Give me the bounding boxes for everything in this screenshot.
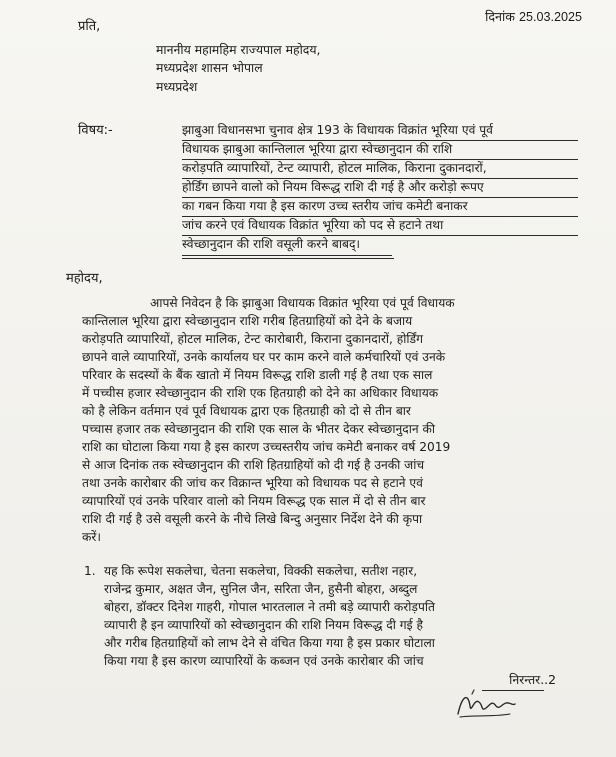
- date-value: 25.03.2025: [518, 10, 582, 24]
- body-line: को है लेकिन वर्तमान एवं पूर्व विधायक द्वारा एक हितग्राही को दो से तीन बार: [82, 404, 411, 418]
- subject-underline: [182, 159, 578, 160]
- subject-line: का गबन किया गया है इस कारण उच्च स्तरीय जांच कमेटी बनाकर: [182, 199, 468, 213]
- date: [485, 8, 582, 25]
- point-line: राजेन्द्र कुमार, अक्षत जैन, सुनिल जैन, सरिता जैन, हुसैनी बोहरा, अब्दुल: [104, 582, 418, 596]
- point-line: और गरीब हितग्राहियों को लाभ देने से वंचित किया गया है इस प्रकार घोटाला: [104, 636, 435, 650]
- point-line: किया गया है इस कारण व्यापारियों के कब्जन एवं उनके कारोबार की जांच: [104, 654, 424, 668]
- point-number: 1.: [84, 564, 96, 578]
- subject-underline: [182, 258, 394, 259]
- subject-line: स्वेच्छानुदान की राशि वसूली करने बाबद्।: [182, 237, 361, 251]
- continuation-mark: निरन्तर..2: [509, 672, 556, 687]
- body-line: पच्चास हजार तक स्वेच्छानुदान की राशि एक साल के भीतर देकर स्वेच्छानुदान की: [82, 422, 436, 436]
- body-line: में पच्चीस हजार स्वेच्छानुदान की राशि एक हितग्राही को देने का अधिकार विधायक: [82, 386, 439, 400]
- subject-underline: [182, 255, 392, 256]
- subject-line: झाबुआ विधानसभा चुनाव क्षेत्र 193 के विधायक विक्रांत भूरिया एवं पूर्व: [182, 123, 493, 137]
- body-line: छापने वाले व्यापारियों, उनके कार्यालय घर पर काम करने वाले कर्मचारियों एवं उनके: [82, 350, 446, 364]
- subject-underline: [182, 178, 578, 179]
- body-line: व्यापारियों एवं उनके परिवार वालो को नियम विरूद्ध एक साल में दो से तीन बार: [82, 494, 426, 508]
- subject-line: होर्डिंग छापने वालो को नियम विरूद्ध राशि दी गई है और करोड़ो रूपए: [182, 180, 484, 194]
- subject-underline: [182, 216, 578, 217]
- subject-label: विषय:-: [78, 123, 113, 138]
- body-line: से आज दिनांक तक स्वेच्छानुदान की राशि हितग्राहियों को दी गई है उनकी जांच: [82, 458, 425, 472]
- address-line: मध्यप्रदेश: [156, 79, 198, 94]
- body-line: राशि का घोटाला किया गया है इस कारण उच्चस्तरीय जांच कमेटी बनाकर वर्ष 2019: [82, 440, 451, 454]
- address-line: मध्यप्रदेश शासन भोपाल: [156, 60, 263, 75]
- point-line: बोहरा, डॉक्टर दिनेश गाहरी, गोपाल भारतलाल ने तमी बड़े व्यापारी करोड़पति: [104, 600, 435, 614]
- subject-underline: [182, 140, 578, 141]
- signature: [452, 684, 518, 724]
- subject-underline: [182, 197, 578, 198]
- body-line: तथा उनके कारोबार की जांच कर विक्रान्त भूरिया को विधायक पद से हटाने एवं: [82, 476, 423, 490]
- salutation: महोदय,: [66, 271, 103, 286]
- body-line: आपसे निवेदन है कि झाबुआ विधायक विक्रांत भूरिया एवं पूर्व विधायक: [150, 296, 455, 310]
- subject-line: करोड़पति व्यापारियों, टेन्ट व्यापारी, होटल मालिक, किराना दुकानदारों,: [182, 161, 487, 175]
- point-line: व्यापारी है इन व्यापारियों को स्वेच्छानुदान की राशि नियम विरूद्ध दी गई है: [104, 618, 424, 632]
- subject-line: विधायक झाबुआ कान्तिलाल भूरिया द्वारा स्वेच्छानुदान की राशि: [182, 142, 453, 156]
- body-line: परिवार के सदस्यों के बैंक खातो में नियम विरूद्ध राशि डाली गई है तथा एक साल: [82, 368, 433, 382]
- recipient-prefix: प्रति,: [78, 19, 101, 34]
- subject-line: जांच करने एवं विधायक विक्रांत भूरिया को पद से हटाने तथा: [182, 218, 444, 232]
- address-line: माननीय महामहिम राज्यपाल महोदय,: [156, 42, 321, 57]
- point-line: यह कि रूपेश सकलेचा, चेतना सकलेचा, विक्की सकलेचा, सतीश नहार,: [104, 564, 418, 578]
- body-line: राशि दी गई है उसे वसूली करने के नीचे लिखे बिन्दु अनुसार निर्देश देने की कृपा: [82, 512, 423, 526]
- body-line: करोड़पति व्यापारियों, होटल मालिक, टेन्ट कारोबारी, किराना दुकानदारों, होर्डिंग: [82, 332, 423, 346]
- body-line: करें।: [82, 530, 101, 544]
- body-line: कान्तिलाल भूरिया द्वारा स्वेच्छानुदान राशि गरीब हितग्राहियों को देने के बजाय: [82, 314, 413, 328]
- date-label: दिनांक: [485, 9, 515, 24]
- subject-underline: [182, 235, 578, 236]
